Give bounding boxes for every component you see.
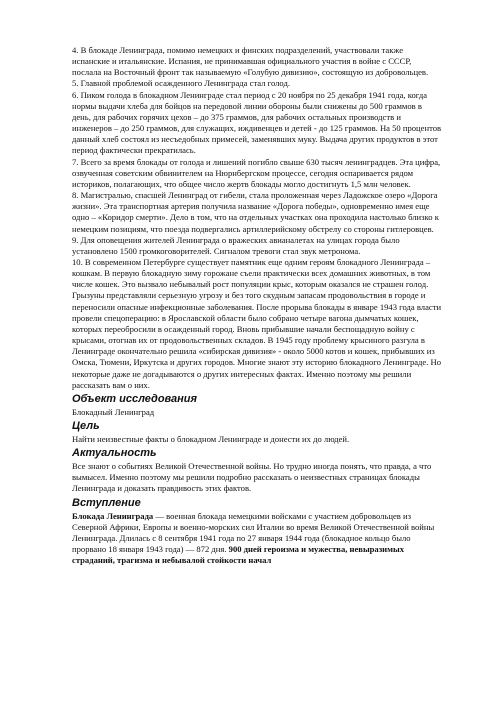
- fact-6-paragraph: 6. Пиком голода в блокадном Ленинграде стал период с 20 ноября по 25 декабря 1941 года, когда нормы выдачи хлеба для бойцов на передовой линии обороны были снижены до 500 граммов в день, для рабочих горячих цехов – до 375 граммов, для рабочих остальных производств и инженеров – до 250 граммов, для служащих, иждивенцев и детей - до 125 граммов. На 50 процентов данный хлеб состоял из несъедобных примесей, заменявших муку. Выдача других продуктов в этот период фактически прекратилась.: [72, 89, 442, 156]
- intro-lead-bold: Блокада Ленинграда: [72, 510, 154, 521]
- fact-7-paragraph: 7. Всего за время блокады от голода и лишений погибло свыше 630 тысяч ленинградцев. Эта цифра, озвученная советским обвинителем на Нюрнбергском процессе, сегодня оспаривается рядом историков, полагающих, что общее число жертв блокады могло достигнуть 1,5 млн человек.: [72, 156, 441, 189]
- fact-9-paragraph: 9. Для оповещения жителей Ленинграда о вражеских авианалетах на улицах города было установлено 1500 громкоговорителей. Сигналом тревоги стал звук метронома.: [72, 234, 400, 256]
- intro-paragraph: [72, 511, 442, 567]
- goal-text: Найти неизвестные факты о блокадном Ленинграде и донести их до людей.: [72, 434, 350, 444]
- relevance-text: Все знают о событиях Великой Отечественной войны. Но трудно иногда понять, что правда, а что вымысел. Именно поэтому мы решили подробно рассказать о неизвестных страницах блокады Ленинграда и доказать правдивость этих фактов.: [72, 461, 432, 494]
- relevance-heading: Актуальность: [72, 447, 157, 460]
- intro-tail-bold: 900 дней героизма и мужества, невыразимых страданий, трагизма и небывалой стойкости начал: [72, 544, 404, 566]
- object-heading: Объект исследования: [72, 392, 197, 405]
- intro-lead-text: — военная блокада немецкими войсками с участием добровольцев из Северной Африки, Европы и военно-морских сил Италии во время Великой Отечественной войны Ленинграда. Длилась с 8 сентября 1941 года по 27 января 1944 года (блокадное кольцо было прорвано 18 января 1943 года) — 872 дня.: [72, 510, 435, 555]
- fact-4-paragraph: 4. В блокаде Ленинграда, помимо немецких и финских подразделений, участвовали также испанские и итальянские. Испания, не принимавшая официального участия в войне с СССР, послала на Восточный фронт так называемую «Голубую дивизию», состоящую из добровольцев.: [72, 45, 429, 78]
- fact-10-paragraph: 10. В современном Петербурге существует памятник еще одним героям блокадного Ленинграда – кошкам. В первую блокадную зиму горожане съели практически всех домашних животных, в том числе кошек. Это вызвало небывалый рост популяции крыс, которым оказался не страшен голод. Грызуны представляли серьезную угрозу и без того скудным запасам продовольствия в городе и переносили опасные инфекционные заболевания. После прорыва блокады в январе 1943 года власти провели спецоперацию: в Ярославской области было собрано четыре вагона дымчатых кошек, которых переобросили в осажденный город. Вновь прибывшие начали беспощадную войну с крысами, отогнав их от продовольственных складов. В 1945 году проблему крысиного разгула в Ленинграде окончательно решила «сибирская дивизия» - около 5000 котов и кошек, прибывших из Омска, Тюмени, Иркутска и других городов. Многие знают эту историю блокадного Ленинграде. Но некоторые даже не догадываются о других интересных фактах. Именно поэтому мы решили рассказать вам о них.: [72, 256, 442, 390]
- goal-heading: Цель: [72, 420, 100, 432]
- fact-8-paragraph: 8. Магистралью, спасшей Ленинград от гибели, стала проложенная через Ладожское озеро «Дорога жизни». Эта транспортная артерия получила название «Дорога победы», одновременно имея еще одно – «Коридор смерти». Дело в том, что на отдельных участках она проходила настолько близко к немецким позициям, что поезда подвергались артиллерийскому обстрелу со стороны гитлеровцев.: [72, 190, 439, 234]
- object-text: Блокадный Ленинград: [72, 406, 155, 417]
- fact-5-paragraph: 5. Главной проблемой осажденного Ленинграда стал голод.: [72, 78, 290, 89]
- intro-heading: Вступление: [72, 496, 141, 509]
